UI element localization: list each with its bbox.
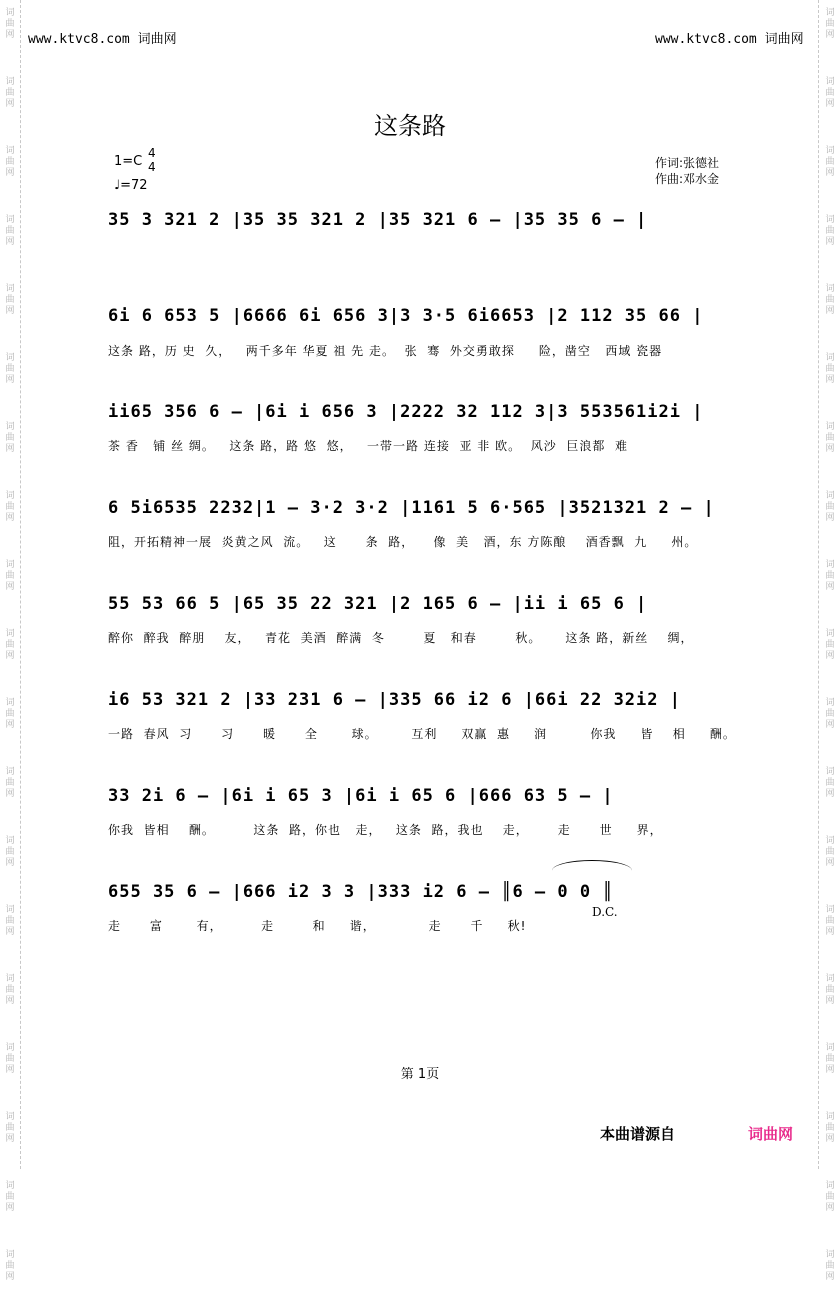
watermark-text: 词 曲 网 (5, 1043, 15, 1075)
notation-row-8 (108, 872, 768, 906)
composer-credit: 作曲:邓水金 (655, 172, 720, 186)
notes-row-7: 33 2i 6 – |6i i 65 3 |6i i 65 6 |666 63 5 – | (108, 786, 614, 806)
watermark-text: 词 曲 网 (5, 146, 15, 178)
key-signature: 1=C (114, 154, 143, 169)
watermark-text: 词 曲 网 (825, 1043, 835, 1075)
watermark-text: 词 曲 网 (825, 1112, 835, 1144)
lyrics-row-7: 你我 皆相 酬。 这条 路，你也 走， 这条 路，我也 走， 走 世 界， (108, 823, 663, 837)
watermark-text: 词 曲 网 (825, 698, 835, 730)
watermark-text: 词 曲 网 (5, 836, 15, 868)
watermark-text: 词 曲 网 (825, 146, 835, 178)
watermark-text: 词 曲 网 (825, 77, 835, 109)
watermark-text: 词 曲 网 (5, 974, 15, 1006)
watermark-text: 词 曲 网 (825, 422, 835, 454)
watermark-text: 词 曲 网 (5, 284, 15, 316)
watermark-text: 词 曲 网 (5, 422, 15, 454)
watermark-text: 词 曲 网 (5, 767, 15, 799)
notation-row-7 (108, 776, 768, 810)
notation-row-4 (108, 488, 768, 522)
watermark-text: 词 曲 网 (5, 629, 15, 661)
watermark-text: 词 曲 网 (5, 215, 15, 247)
watermark-text: 词 曲 网 (5, 8, 15, 40)
watermark-text: 词 曲 网 (5, 77, 15, 109)
notation-row-1 (108, 200, 768, 234)
notes-row-2: 6i 6 653 5 |6666 6i 656 3|3 3·5 6i6653 |2 112 35 66 | (108, 306, 704, 326)
notes-row-3: ii65 356 6 – |6i i 656 3 |2222 32 112 3|3 553561i2i | (108, 402, 704, 422)
watermark-text: 词 曲 网 (5, 491, 15, 523)
watermark-text: 词 曲 网 (5, 560, 15, 592)
left-watermark-column (2, 0, 18, 1311)
watermark-text: 词 曲 网 (825, 836, 835, 868)
watermark-text: 词 曲 网 (5, 698, 15, 730)
lyrics-row-2: 这条 路，历 史 久， 两千多年 华夏 祖 先 走。 张 骞 外交勇敢探 险，凿空 西域 瓷器 (108, 344, 663, 358)
left-margin-line (20, 0, 21, 1169)
watermark-text: 词 曲 网 (825, 215, 835, 247)
watermark-text: 词 曲 网 (5, 1250, 15, 1282)
dc-slur (552, 860, 632, 881)
watermark-text: 词 曲 网 (5, 905, 15, 937)
watermark-text: 词 曲 网 (825, 1181, 835, 1213)
watermark-text: 词 曲 网 (825, 8, 835, 40)
notes-row-5: 55 53 66 5 |65 35 22 321 |2 165 6 – |ii i 65 6 | (108, 594, 648, 614)
watermark-text: 词 曲 网 (825, 491, 835, 523)
header-site-left[interactable]: www.ktvc8.com 词曲网 (28, 32, 177, 47)
time-signature-bottom: 4 (148, 160, 156, 174)
source-brand-link[interactable]: 词曲网 (748, 1125, 794, 1143)
header-site-right[interactable]: www.ktvc8.com 词曲网 (655, 32, 804, 47)
lyrics-row-5: 醉你 醉我 醉朋 友， 青花 美酒 醉满 冬 夏 和春 秋。 这条 路，新丝 绸， (108, 631, 694, 645)
lyrics-row-8: 走 富 有， 走 和 谐， 走 千 秋! (108, 919, 527, 933)
watermark-text: 词 曲 网 (825, 974, 835, 1006)
notation-row-2 (108, 296, 768, 330)
lyrics-row-6: 一路 春风 习 习 暖 全 球。 互利 双赢 惠 润 你我 皆 相 酬。 (108, 727, 736, 741)
lyricist-credit: 作词:张德社 (655, 156, 720, 170)
page-number: 第 1页 (400, 1067, 440, 1082)
watermark-text: 词 曲 网 (825, 905, 835, 937)
da-capo-mark: D.C. (592, 905, 618, 919)
watermark-text: 词 曲 网 (825, 1250, 835, 1282)
notation-row-3 (108, 392, 768, 426)
lyrics-row-4: 阻，开拓精神一展 炎黄之风 流。 这 条 路， 像 美 酒，东 方陈酿 酒香飘 九 州。 (108, 535, 698, 549)
watermark-text: 词 曲 网 (825, 284, 835, 316)
lyrics-row-3: 茶 香 铺 丝 绸。 这条 路，路 悠 悠， 一带一路 连接 亚 非 欧。 风沙 巨浪都 难 (108, 439, 628, 453)
notes-row-6: i6 53 321 2 |33 231 6 – |335 66 i2 6 |66i 22 32i2 | (108, 690, 681, 710)
notation-row-6 (108, 680, 768, 714)
tempo-marking: ♩=72 (114, 178, 148, 193)
song-title: 这条路 (374, 112, 446, 140)
time-signature-top: 4 (148, 146, 156, 160)
watermark-text: 词 曲 网 (825, 629, 835, 661)
time-signature (148, 146, 156, 174)
watermark-text: 词 曲 网 (825, 353, 835, 385)
watermark-text: 词 曲 网 (5, 1112, 15, 1144)
watermark-text: 词 曲 网 (825, 560, 835, 592)
right-watermark-column (822, 0, 838, 1311)
watermark-text: 词 曲 网 (825, 767, 835, 799)
notes-row-1: 35 3 321 2 |35 35 321 2 |35 321 6 – |35 35 6 – | (108, 210, 648, 230)
notation-row-5 (108, 584, 768, 618)
watermark-text: 词 曲 网 (5, 1181, 15, 1213)
source-label: 本曲谱源自 (600, 1125, 676, 1143)
watermark-text: 词 曲 网 (5, 353, 15, 385)
right-margin-line (818, 0, 819, 1169)
notes-row-4: 6 5i6535 2232|1 – 3·2 3·2 |1161 5 6·565 |3521321 2 – | (108, 498, 715, 518)
notes-row-8: 655 35 6 – |666 i2 3 3 |333 i2 6 – ║6 – 0 0 ║ (108, 882, 614, 902)
